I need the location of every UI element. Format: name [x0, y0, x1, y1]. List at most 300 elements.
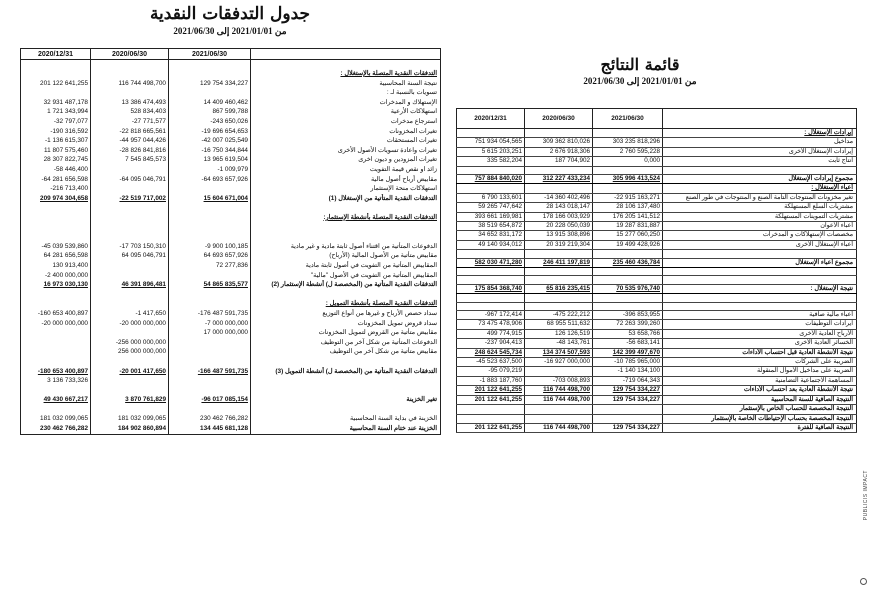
cash-flow-value-cell: -160 653 400,897 — [21, 309, 91, 319]
cash-flow-row-label — [251, 386, 441, 396]
cash-flow-col-2021-06: 2021/06/30 — [169, 49, 251, 60]
cash-flow-row-label: مقابيض أرباح أصول مالية — [251, 175, 441, 185]
cash-flow-row — [21, 242, 441, 252]
cash-flow-row — [21, 60, 441, 70]
cash-flow-value-cell — [21, 347, 91, 357]
income-row — [457, 320, 857, 329]
income-value-cell: -967 172,414 — [457, 311, 525, 320]
cash-flow-value-cell: 17 000 000,000 — [169, 328, 251, 338]
cash-flow-row — [21, 424, 441, 434]
cash-flow-row-label: التدفقات النقدية المتصلة بالإستغلال : — [251, 69, 441, 79]
cash-flow-row-label: التدفقات النقدية المتأتية من (المخصصة ل) أنشطة التمويل (3) — [251, 367, 441, 377]
income-row — [457, 250, 857, 258]
cash-flow-row — [21, 319, 441, 329]
cash-flow-value-cell — [21, 88, 91, 98]
cash-flow-value-cell: 16 973 030,130 — [21, 280, 91, 290]
cash-flow-period: من 2021/01/01 إلى 2021/06/30 — [173, 26, 287, 36]
cash-flow-value-cell — [91, 357, 169, 367]
income-row — [457, 258, 857, 267]
income-row-label — [663, 302, 857, 310]
cash-flow-value-cell: -180 653 400,897 — [21, 367, 91, 377]
cash-flow-row-label: المقابيض المتأتية من التفويت في الأصول "مالية" — [251, 271, 441, 281]
cash-flow-value-cell: -256 000 000,000 — [91, 338, 169, 348]
income-col-2020-06: 2020/06/30 — [525, 109, 593, 129]
cash-flow-value-cell — [21, 60, 91, 70]
income-value-cell: 129 754 334,227 — [593, 386, 663, 395]
income-row-label: مداخيل — [663, 138, 857, 147]
income-value-cell: -14 360 402,496 — [525, 193, 593, 202]
cash-flow-value-cell — [169, 88, 251, 98]
income-value-cell: 142 399 497,670 — [593, 348, 663, 357]
cash-flow-value-cell — [91, 232, 169, 242]
cash-flow-value-cell: 184 902 860,894 — [91, 424, 169, 434]
cash-flow-value-cell: 54 865 835,577 — [169, 280, 251, 290]
income-value-cell: 116 744 498,700 — [525, 423, 593, 432]
income-value-cell — [593, 268, 663, 276]
income-value-cell: -703 008,893 — [525, 376, 593, 385]
income-value-cell: 20 228 050,039 — [525, 222, 593, 231]
income-statement-table — [456, 108, 857, 433]
cash-flow-row — [21, 136, 441, 146]
income-value-cell — [525, 414, 593, 423]
income-value-cell — [457, 414, 525, 423]
income-row-label: مشتريات السلع المستهلكة — [663, 203, 857, 212]
income-row — [457, 193, 857, 202]
income-value-cell: 178 166 003,929 — [525, 212, 593, 221]
cash-flow-title-block — [80, 4, 380, 37]
income-statement-title: قائمة النتائج — [600, 55, 680, 74]
cash-flow-row — [21, 203, 441, 213]
cash-flow-value-cell: -96 017 085,154 — [169, 395, 251, 405]
cash-flow-row-label: مقابيض متأتية من القروض لتمويل المخزونات — [251, 328, 441, 338]
income-value-cell: -237 904,413 — [457, 339, 525, 348]
cash-flow-value-cell — [91, 261, 169, 271]
cash-flow-value-cell — [169, 386, 251, 396]
cash-flow-row-label: نتيجة السنة المحاسبية — [251, 79, 441, 89]
cash-flow-value-cell: -42 007 025,549 — [169, 136, 251, 146]
cash-flow-value-cell: 201 122 641,255 — [21, 79, 91, 89]
income-row-label: نتيجة الأنشطة العادية قبل احتساب الأداءات — [663, 348, 857, 357]
cash-flow-value-cell — [169, 203, 251, 213]
cash-flow-row-label: التدفقات النقدية المتأتية من الإستغلال (1) — [251, 194, 441, 204]
cash-flow-value-cell: 1 721 343,994 — [21, 107, 91, 117]
cash-flow-value-cell: -22 519 717,002 — [91, 194, 169, 204]
income-statement-period: من 2021/01/01 إلى 2021/06/30 — [583, 76, 697, 86]
income-row — [457, 348, 857, 357]
cash-flow-value-cell — [169, 232, 251, 242]
cash-flow-row-label: التدفقات النقدية المتصلة بأنشطة الإستثمار: — [251, 213, 441, 223]
cash-flow-value-cell: -28 826 841,816 — [91, 146, 169, 156]
income-value-cell: 28 143 018,147 — [525, 203, 593, 212]
cash-flow-value-cell — [91, 271, 169, 281]
cash-flow-row — [21, 261, 441, 271]
income-value-cell: 582 030 471,280 — [457, 258, 525, 267]
income-row-label — [663, 250, 857, 258]
income-row — [457, 414, 857, 423]
cash-flow-value-cell — [21, 328, 91, 338]
income-value-cell: 68 955 511,632 — [525, 320, 593, 329]
income-row-label: الضريبة على مداخيل الأموال المنقولة — [663, 367, 857, 376]
income-value-cell: 248 624 545,734 — [457, 348, 525, 357]
income-value-cell — [593, 129, 663, 138]
income-value-cell: 335 582,204 — [457, 157, 525, 166]
income-value-cell — [593, 405, 663, 414]
income-row — [457, 405, 857, 414]
cash-flow-value-cell: 116 744 498,700 — [91, 79, 169, 89]
income-row — [457, 395, 857, 404]
cash-flow-row — [21, 117, 441, 127]
income-row-label: الضريبة على الشركات — [663, 358, 857, 367]
income-value-cell: 235 460 436,784 — [593, 258, 663, 267]
cash-flow-value-cell — [21, 386, 91, 396]
income-row-label: المساهمة الاجتماعية التضامنية — [663, 376, 857, 385]
income-row-label: مخصصات الإستهلاكات و المدخرات — [663, 231, 857, 240]
income-value-cell: 393 661 169,981 — [457, 212, 525, 221]
income-value-cell: 134 374 507,593 — [525, 348, 593, 357]
income-value-cell: 116 744 498,700 — [525, 386, 593, 395]
cash-flow-value-cell: 230 462 766,282 — [169, 414, 251, 424]
income-value-cell — [525, 302, 593, 310]
cash-flow-row-label: تغيرات المستحقات — [251, 136, 441, 146]
cash-flow-value-cell: -64 095 046,791 — [91, 175, 169, 185]
cash-flow-row-label: مقابيض متأتية من الأصول المالية (الأرباح) — [251, 251, 441, 261]
cash-flow-value-cell: -45 039 539,860 — [21, 242, 91, 252]
cash-flow-row-label: استرجاع مدخرات — [251, 117, 441, 127]
income-value-cell: 49 140 934,012 — [457, 240, 525, 249]
cash-flow-value-cell — [21, 357, 91, 367]
cash-flow-value-cell: -1 136 615,307 — [21, 136, 91, 146]
income-row — [457, 138, 857, 147]
income-row — [457, 175, 857, 184]
cash-flow-row-label — [251, 203, 441, 213]
income-statement-title-block — [560, 55, 720, 87]
income-value-cell: 176 205 141,512 — [593, 212, 663, 221]
income-row — [457, 311, 857, 320]
cash-flow-value-cell — [91, 184, 169, 194]
income-value-cell — [457, 250, 525, 258]
income-value-cell: 757 884 840,020 — [457, 175, 525, 184]
cash-flow-row — [21, 328, 441, 338]
income-value-cell — [525, 129, 593, 138]
cash-flow-value-cell — [169, 357, 251, 367]
cash-flow-value-cell: -7 000 000,000 — [169, 319, 251, 329]
cash-flow-value-cell: 181 032 099,065 — [21, 414, 91, 424]
cash-flow-value-cell — [91, 376, 169, 386]
cash-flow-value-cell — [169, 290, 251, 300]
cash-flow-row — [21, 299, 441, 309]
cash-flow-row — [21, 290, 441, 300]
cash-flow-value-cell: -44 957 044,426 — [91, 136, 169, 146]
cash-flow-row-label: تغيرات المزودين و ديون اخرى — [251, 155, 441, 165]
income-value-cell: 38 519 654,872 — [457, 222, 525, 231]
cash-flow-value-cell: -27 771,577 — [91, 117, 169, 127]
income-row — [457, 376, 857, 385]
cash-flow-value-cell: 64 693 657,926 — [169, 251, 251, 261]
cash-flow-row-label: الخزينة في بداية السنة المحاسبية — [251, 414, 441, 424]
income-value-cell — [457, 268, 525, 276]
cash-flow-value-cell: 3 136 733,326 — [21, 376, 91, 386]
cash-flow-value-cell: -166 487 591,735 — [169, 367, 251, 377]
income-row-label — [663, 166, 857, 174]
income-value-cell: 72 263 399,260 — [593, 320, 663, 329]
income-value-cell — [525, 276, 593, 284]
cash-flow-row — [21, 155, 441, 165]
cash-flow-value-cell — [169, 347, 251, 357]
income-row-label: مشتريات التموينات المستهلكة — [663, 212, 857, 221]
income-row — [457, 147, 857, 156]
income-value-cell: 70 535 976,740 — [593, 284, 663, 293]
cash-flow-value-cell — [91, 165, 169, 175]
cash-flow-row-label: استهلاكات منحة الإستثمار — [251, 184, 441, 194]
cash-flow-row — [21, 165, 441, 175]
cash-flow-value-cell: 32 931 487,178 — [21, 98, 91, 108]
income-row — [457, 184, 857, 193]
income-row-label: النتيجة الصافية للفترة — [663, 423, 857, 432]
cash-flow-row-label: تغيرات واعادة تسويات الأصول الأخرى — [251, 146, 441, 156]
income-row — [457, 212, 857, 221]
cash-flow-row — [21, 280, 441, 290]
cash-flow-row-label — [251, 405, 441, 415]
cash-flow-value-cell: 528 834,403 — [91, 107, 169, 117]
cash-flow-value-cell: 13 386 474,493 — [91, 98, 169, 108]
income-value-cell — [525, 294, 593, 302]
cash-flow-value-cell — [169, 271, 251, 281]
income-statement-header-row — [457, 109, 857, 129]
cash-flow-value-cell — [91, 213, 169, 223]
publisher-mark: PUBLICIS IMPACT — [863, 470, 869, 521]
cash-flow-value-cell: -20 000 000,000 — [91, 319, 169, 329]
income-row-label: ايرادات التوظيفات — [663, 320, 857, 329]
income-value-cell: 6 790 133,601 — [457, 193, 525, 202]
cash-flow-value-cell: -19 696 654,653 — [169, 127, 251, 137]
cash-flow-value-cell: 64 095 046,791 — [91, 251, 169, 261]
income-value-cell: 187 704,902 — [525, 157, 593, 166]
cash-flow-value-cell: -243 650,026 — [169, 117, 251, 127]
income-row-label — [663, 294, 857, 302]
income-row — [457, 284, 857, 293]
income-row-label: أعباء مالية صافية — [663, 311, 857, 320]
income-value-cell — [593, 294, 663, 302]
cash-flow-value-cell: -1 009,979 — [169, 165, 251, 175]
cash-flow-value-cell — [91, 290, 169, 300]
cash-flow-value-cell: -17 703 150,310 — [91, 242, 169, 252]
cash-flow-row — [21, 395, 441, 405]
cash-flow-row — [21, 271, 441, 281]
cash-flow-value-cell: 7 545 845,573 — [91, 155, 169, 165]
cash-flow-row-label: مقابيض متأتية من شكل آخر من التوظيف — [251, 347, 441, 357]
income-row — [457, 222, 857, 231]
income-value-cell — [457, 294, 525, 302]
cash-flow-value-cell: -20 000 000,000 — [21, 319, 91, 329]
cash-flow-row — [21, 127, 441, 137]
cash-flow-value-cell — [169, 223, 251, 233]
income-value-cell: 129 754 334,227 — [593, 395, 663, 404]
income-value-cell: -475 222,212 — [525, 311, 593, 320]
cash-flow-value-cell: -190 316,592 — [21, 127, 91, 137]
cash-flow-value-cell — [169, 299, 251, 309]
cash-flow-row-label: سداد حصص الأرباح و غيرها من أنواع التوزيع — [251, 309, 441, 319]
cash-flow-row — [21, 88, 441, 98]
income-value-cell: 34 652 831,172 — [457, 231, 525, 240]
income-row-label: إيرادات الإستغلال : — [663, 129, 857, 138]
income-row-label: مجموع أعباء الإستغلال — [663, 258, 857, 267]
cash-flow-value-cell: -1 417,650 — [91, 309, 169, 319]
cash-flow-row-label: الدفوعات المتأتية من اقتناء أصول ثابتة مادية و غير مادية — [251, 242, 441, 252]
income-value-cell — [457, 129, 525, 138]
income-value-cell — [525, 250, 593, 258]
income-row-label: الخسائر العادية الأخرى — [663, 339, 857, 348]
income-row — [457, 329, 857, 338]
cash-flow-row — [21, 69, 441, 79]
cash-flow-value-cell: 209 974 304,658 — [21, 194, 91, 204]
cash-flow-row — [21, 146, 441, 156]
cash-flow-table — [20, 48, 441, 435]
cash-flow-value-cell — [21, 299, 91, 309]
income-value-cell — [593, 414, 663, 423]
income-value-cell — [593, 276, 663, 284]
cash-flow-value-cell: -64 693 657,926 — [169, 175, 251, 185]
cash-flow-value-cell: -176 487 591,735 — [169, 309, 251, 319]
income-row-label: الأرباح العادية الأخرى — [663, 329, 857, 338]
cash-flow-row-label — [251, 357, 441, 367]
cash-flow-row — [21, 79, 441, 89]
cash-flow-row-label — [251, 290, 441, 300]
cash-flow-row-label: المقابيض المتأتية من التفويت في أصول ثابتة مادية — [251, 261, 441, 271]
cash-flow-row-label: زائد او نقص قيمة التفويت — [251, 165, 441, 175]
cash-flow-value-cell: -32 797,077 — [21, 117, 91, 127]
cash-flow-row-label: التدفقات النقدية المتأتية من (المخصصة ل) أنشطة الإستثمار (2) — [251, 280, 441, 290]
income-value-cell: 201 122 641,255 — [457, 386, 525, 395]
income-row — [457, 268, 857, 276]
income-value-cell: 28 106 137,480 — [593, 203, 663, 212]
cash-flow-value-cell: -20 001 417,650 — [91, 367, 169, 377]
income-value-cell — [457, 405, 525, 414]
income-row — [457, 203, 857, 212]
cash-flow-value-cell: 230 462 766,282 — [21, 424, 91, 434]
income-value-cell: 73 475 478,906 — [457, 320, 525, 329]
cash-flow-col-2020-06: 2020/06/30 — [91, 49, 169, 60]
income-value-cell: -22 915 163,271 — [593, 193, 663, 202]
income-value-cell — [457, 166, 525, 174]
income-value-cell: 201 122 641,255 — [457, 423, 525, 432]
income-row — [457, 339, 857, 348]
income-value-cell: -56 683,141 — [593, 339, 663, 348]
income-value-cell — [593, 184, 663, 193]
cash-flow-row — [21, 367, 441, 377]
cash-flow-value-cell — [21, 69, 91, 79]
income-value-cell — [593, 302, 663, 310]
income-row-label: إيرادات الإستغلال الأخرى — [663, 147, 857, 156]
income-value-cell: 2 760 595,228 — [593, 147, 663, 156]
cash-flow-value-cell — [21, 405, 91, 415]
cash-flow-value-cell: 3 870 761,829 — [91, 395, 169, 405]
income-row — [457, 129, 857, 138]
income-value-cell: 2 676 918,306 — [525, 147, 593, 156]
cash-flow-row — [21, 386, 441, 396]
cash-flow-header-row — [21, 49, 441, 60]
income-row-label: نتيجة الأنشطة العادية بعد احتساب الأداءات — [663, 386, 857, 395]
cash-flow-value-cell — [91, 88, 169, 98]
income-value-cell: 751 934 054,565 — [457, 138, 525, 147]
income-row-label: نتيجة الإستغلال : — [663, 284, 857, 293]
cash-flow-row — [21, 347, 441, 357]
income-row-label — [663, 276, 857, 284]
cash-flow-value-cell — [21, 203, 91, 213]
income-value-cell: 65 816 235,415 — [525, 284, 593, 293]
cash-flow-value-cell: 46 391 896,481 — [91, 280, 169, 290]
cash-flow-value-cell: 134 445 681,128 — [169, 424, 251, 434]
income-value-cell: 201 122 641,255 — [457, 395, 525, 404]
income-value-cell — [525, 166, 593, 174]
cash-flow-value-cell — [21, 290, 91, 300]
income-value-cell — [525, 367, 593, 376]
income-value-cell: 312 227 433,234 — [525, 175, 593, 184]
cash-flow-row-label: تغيرات المخزونات — [251, 127, 441, 137]
cash-flow-value-cell: 28 307 822,745 — [21, 155, 91, 165]
income-value-cell: 19 287 831,887 — [593, 222, 663, 231]
cash-flow-row-label — [251, 223, 441, 233]
cash-flow-value-cell: -58 446,400 — [21, 165, 91, 175]
income-value-cell: 126 126,519 — [525, 329, 593, 338]
cash-flow-row — [21, 213, 441, 223]
cash-flow-value-cell — [91, 328, 169, 338]
income-row-label: النتيجة المخصصة للحساب الخاص بالإستثمار — [663, 405, 857, 414]
cash-flow-row-label: استهلاكات الأرعية — [251, 107, 441, 117]
cash-flow-row — [21, 376, 441, 386]
income-value-cell: 303 235 818,296 — [593, 138, 663, 147]
income-value-cell: -396 853,955 — [593, 311, 663, 320]
cash-flow-value-cell: 64 281 656,598 — [21, 251, 91, 261]
cash-flow-value-cell — [169, 69, 251, 79]
income-row — [457, 423, 857, 432]
cash-flow-col-2020-12: 2020/12/31 — [21, 49, 91, 60]
cash-flow-row — [21, 357, 441, 367]
cash-flow-row — [21, 175, 441, 185]
cash-flow-value-cell — [169, 213, 251, 223]
income-row — [457, 240, 857, 249]
income-value-cell: 59 265 747,642 — [457, 203, 525, 212]
income-row-label: انتاج ثابت — [663, 157, 857, 166]
cash-flow-row-label: تغير الخزينة — [251, 395, 441, 405]
income-value-cell: 19 499 428,926 — [593, 240, 663, 249]
cash-flow-row-label: تسويات بالنسبة لـ : — [251, 88, 441, 98]
income-value-cell: -10 785 965,000 — [593, 358, 663, 367]
income-row-label: النتيجة المخصصة بحساب الإحتياطات الخاصة بالإستثمار — [663, 414, 857, 423]
cash-flow-row-label — [251, 376, 441, 386]
cash-flow-value-cell: 181 032 099,065 — [91, 414, 169, 424]
income-value-cell — [457, 276, 525, 284]
income-value-cell: 20 319 219,304 — [525, 240, 593, 249]
income-row — [457, 302, 857, 310]
income-row-label — [663, 268, 857, 276]
cash-flow-value-cell: 72 277,836 — [169, 261, 251, 271]
cash-flow-row — [21, 309, 441, 319]
cash-flow-value-cell — [169, 376, 251, 386]
cash-flow-value-cell: 49 430 667,217 — [21, 395, 91, 405]
income-value-cell: 0,000 — [593, 157, 663, 166]
cash-flow-value-cell — [21, 223, 91, 233]
income-value-cell: -95 079,219 — [457, 367, 525, 376]
cash-flow-value-cell: 256 000 000,000 — [91, 347, 169, 357]
cash-flow-row — [21, 98, 441, 108]
income-value-cell: -16 927 000,000 — [525, 358, 593, 367]
income-row — [457, 367, 857, 376]
cash-flow-row — [21, 232, 441, 242]
income-value-cell: 175 854 368,740 — [457, 284, 525, 293]
income-value-cell: 13 915 308,896 — [525, 231, 593, 240]
cash-flow-value-cell — [169, 60, 251, 70]
cash-flow-row-label: الدفوعات المتأتية من شكل آخر من التوظيف — [251, 338, 441, 348]
